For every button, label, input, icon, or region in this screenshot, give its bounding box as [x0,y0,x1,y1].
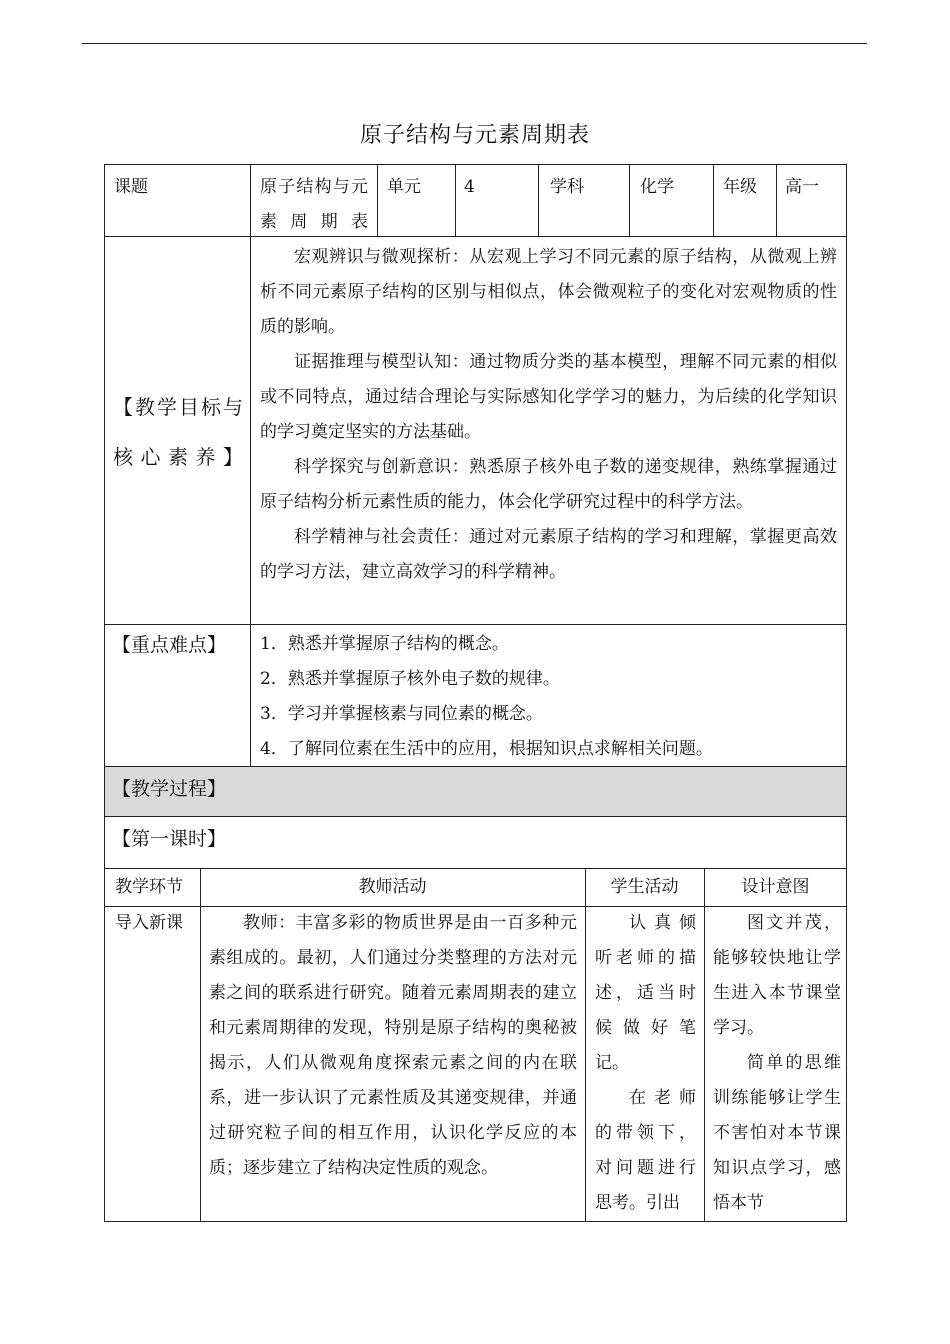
objectives-body [260,240,837,590]
design-intent-cell [713,906,841,1221]
design-intent-paragraph: 图文并茂，能够较快地让学生进入本节课堂学习。 [713,913,841,1038]
stage-cell: 导入新课 [115,913,183,933]
key-point-item: 3．学习并掌握核素与同位素的概念。 [260,704,543,724]
page-title: 原子结构与元素周期表 [359,123,590,148]
objective-paragraph: 科学精神与社会责任：通过对元素原子结构的学习和理解，掌握更高效的学习方法，建立高效学习的科学精神。 [260,527,837,582]
key-point-item: 2．熟悉并掌握原子核外电子数的规律。 [260,669,560,689]
unit-value: 4 [464,177,475,197]
topic-value [260,170,368,240]
key-point-item: 1．熟悉并掌握原子结构的概念。 [260,634,509,654]
objective-paragraph: 宏观辨识与微观探析：从宏观上学习不同元素的原子结构，从微观上辨析不同元素原子结构的区别与相似点，体会微观粒子的变化对宏观物质的性质的影响。 [260,247,837,337]
column-header-stage: 教学环节 [115,877,183,897]
key-points-label: 【重点难点】 [112,634,227,656]
page-top-rule [82,43,867,44]
subject-value: 化学 [640,177,674,197]
teacher-activity-text: 教师：丰富多彩的物质世界是由一百多种元素组成的。最初，人们通过分类整理的方法对元素之间的联系进行研究。随着元素周期表的建立和元素周期律的发现，特别是原子结构的奥秘被揭示，人们从微观角度探索元素之间的内在联系，进一步认识了元素性质及其递变规律，并通过研究粒子间的相互作用，认识化学反应的本质；逐步建立了结构决定性质的观念。 [209,913,577,1178]
student-activity-paragraph: 在老师的带领下，对问题进行思考。引出 [595,1088,696,1213]
topic-label: 课题 [114,177,148,197]
design-intent-paragraph: 简单的思维训练能够让学生不害怕对本节课知识点学习，感悟本节 [713,1053,841,1213]
column-header-teacher: 教师活动 [358,877,427,897]
grade-value: 高一 [785,177,819,197]
column-header-intent: 设计意图 [741,877,810,897]
key-point-item: 4．了解同位素在生活中的应用，根据知识点求解相关问题。 [260,739,713,759]
lesson-label: 【第一课时】 [112,828,227,850]
student-activity-cell [595,906,696,1221]
unit-label: 单元 [387,177,421,197]
objectives-label [113,382,243,482]
column-header-student: 学生活动 [610,877,679,897]
student-activity-paragraph: 认真倾听老师的描述，适当时候做好笔记。 [595,913,696,1073]
process-label: 【教学过程】 [112,778,227,800]
subject-label: 学科 [550,177,584,197]
topic-value-text: 原子结构与元素周期表 [260,177,368,232]
objectives-label-text: 【教学目标与核心素养】 [113,395,243,469]
objective-paragraph: 科学探究与创新意识：熟悉原子核外电子数的递变规律，熟练掌握通过原子结构分析元素性质的能力，体会化学研究过程中的科学方法。 [260,457,837,512]
grade-label: 年级 [723,177,757,197]
key-points-list [260,627,837,767]
objective-paragraph: 证据推理与模型认知：通过物质分类的基本模型，理解不同元素的相似或不同特点，通过结合理论与实际感知化学学习的魅力，为后续的化学知识的学习奠定坚实的方法基础。 [260,352,837,442]
teacher-activity-cell [209,906,577,1186]
